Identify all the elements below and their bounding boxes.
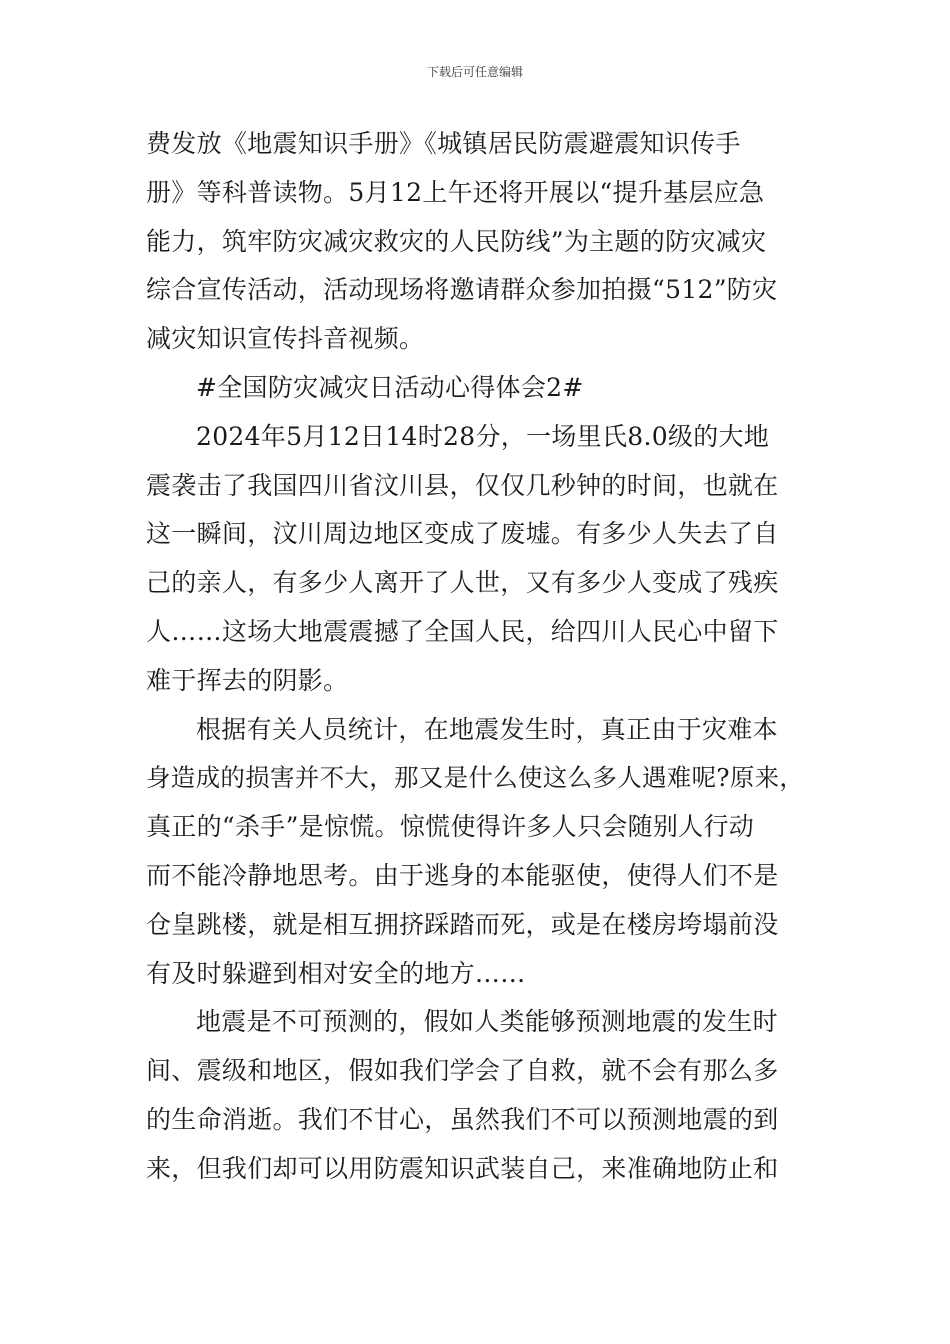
text-line: 综合宣传活动，活动现场将邀请群众参加拍摄“512”防灾 (146, 275, 778, 305)
text-line: 2024年5月12日14时28分，一场里氏8.0级的大地 (196, 421, 770, 451)
text-line: 地震是不可预测的，假如人类能够预测地震的发生时 (196, 1007, 778, 1037)
text-line: 震袭击了我国四川省汶川县，仅仅几秒钟的时间，也就在 (146, 470, 779, 500)
text-line: 根据有关人员统计，在地震发生时，真正由于灾难本 (196, 714, 778, 744)
text-line: 费发放《地震知识手册》《城镇居民防震避震知识传手 (146, 129, 741, 158)
document-body (146, 120, 808, 1194)
text-line: 册》等科普读物。5月12上午还将开展以“提升基层应急 (146, 177, 765, 207)
text-line: 身造成的损害并不大，那又是什么使这么多人遇难呢?原来， (146, 763, 805, 793)
text-line: 有及时躲避到相对安全的地方…… (146, 958, 526, 988)
text-line: 间、震级和地区，假如我们学会了自救，就不会有那么多 (146, 1056, 779, 1086)
text-line: 的生命消逝。我们不甘心，虽然我们不可以预测地震的到 (146, 1104, 779, 1134)
text-line: 真正的“杀手”是惊慌。惊慌使得许多人只会随别人行动 (146, 812, 755, 842)
text-line: 难于挥去的阴影。 (146, 665, 349, 695)
text-line: #全国防灾减灾日活动心得体会2# (196, 372, 584, 402)
text-line: 来，但我们却可以用防震知识武装自己，来准确地防止和 (146, 1153, 779, 1183)
text-line: 这一瞬间，汶川周边地区变成了废墟。有多少人失去了自 (146, 519, 779, 549)
text-line: 而不能冷静地思考。由于逃身的本能驱使，使得人们不是 (146, 860, 779, 890)
text-line: 仓皇跳楼，就是相互拥挤踩踏而死，或是在楼房垮塌前没 (146, 909, 779, 939)
page-header-note: 下载后可任意编辑 (426, 65, 523, 79)
text-line: 减灾知识宣传抖音视频。 (146, 324, 425, 354)
text-line: 己的亲人，有多少人离开了人世，又有多少人变成了残疾 (146, 568, 779, 598)
text-line: 能力，筑牢防灾减灾救灾的人民防线”为主题的防灾减灾 (146, 226, 767, 256)
text-line: 人……这场大地震震撼了全国人民，给四川人民心中留下 (146, 616, 779, 646)
